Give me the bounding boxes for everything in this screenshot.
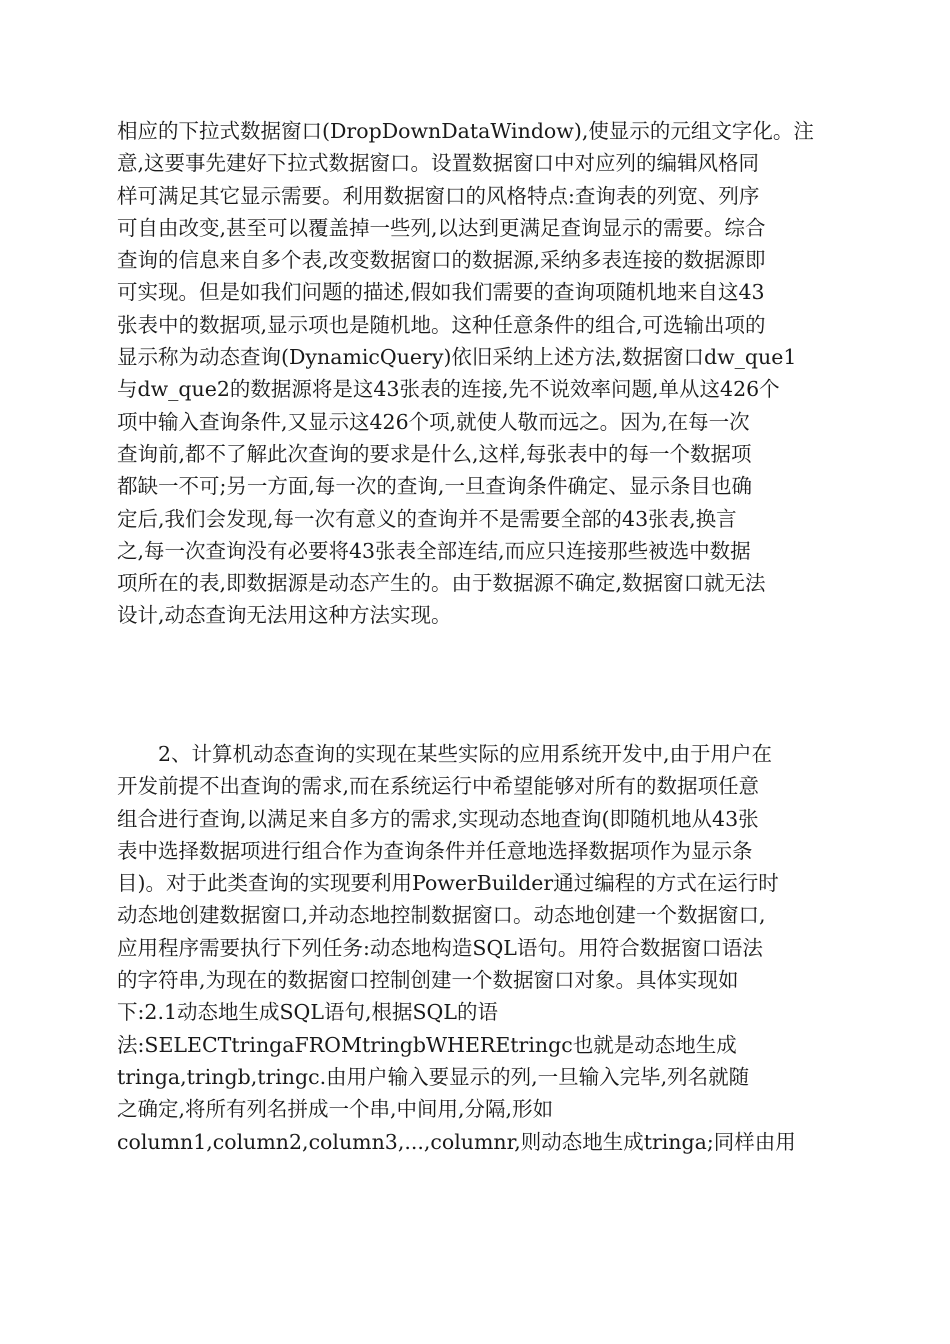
text-line: 表中选择数据项进行组合作为查询条件并任意地选择数据项作为显示条 (117, 838, 753, 863)
text-line: 都缺一不可;另一方面,每一次的查询,一旦查询条件确定、显示条目也确 (117, 474, 752, 499)
text-line: 样可满足其它显示需要。利用数据窗口的风格特点:查询表的列宽、列序 (117, 183, 760, 208)
text-line: 组合进行查询,以满足来自多方的需求,实现动态地查询(即随机地从43张 (117, 806, 759, 831)
text-line: 法:SELECTtringaFROMtringbWHEREtringc也就是动态地生成 (117, 1032, 737, 1057)
text-line: 查询的信息来自多个表,改变数据窗口的数据源,采纳多表连接的数据源即 (117, 248, 766, 273)
text-line: 下:2.1动态地生成SQL语句,根据SQL的语 (117, 1000, 498, 1025)
text-line: 之确定,将所有列名拼成一个串,中间用,分隔,形如 (117, 1097, 554, 1122)
text-line: 开发前提不出查询的需求,而在系统运行中希望能够对所有的数据项任意 (117, 774, 760, 799)
paragraph-2 (117, 738, 841, 1158)
text-line: 动态地创建数据窗口,并动态地控制数据窗口。动态地创建一个数据窗口, (117, 903, 766, 928)
text-line: 应用程序需要执行下列任务:动态地构造SQL语句。用符合数据窗口语法 (117, 935, 763, 960)
text-line: column1,column2,column3,...,columnr,则动态地生成tringa;同样由用 (117, 1129, 796, 1154)
text-line: 可实现。但是如我们问题的描述,假如我们需要的查询项随机地来自这43 (117, 280, 765, 305)
text-line: 的字符串,为现在的数据窗口控制创建一个数据窗口对象。具体实现如 (117, 968, 739, 993)
text-line: 可自由改变,甚至可以覆盖掉一些列,以达到更满足查询显示的需要。综合 (117, 215, 766, 240)
text-line: 目)。对于此类查询的实现要利用PowerBuilder通过编程的方式在运行时 (117, 871, 779, 896)
text-line: 相应的下拉式数据窗口(DropDownDataWindow),使显示的元组文字化。注 (117, 119, 814, 143)
text-line: 定后,我们会发现,每一次有意义的查询并不是需要全部的43张表,换言 (117, 506, 737, 531)
text-line: 与dw_que2的数据源将是这43张表的连接,先不说效率问题,单从这426个 (117, 377, 780, 402)
text-line: 项所在的表,即数据源是动态产生的。由于数据源不确定,数据窗口就无法 (117, 571, 766, 596)
text-line: 意,这要事先建好下拉式数据窗口。设置数据窗口中对应列的编辑风格同 (117, 151, 760, 176)
text-line: 设计,动态查询无法用这种方法实现。 (117, 603, 452, 628)
text-line: 查询前,都不了解此次查询的要求是什么,这样,每张表中的每一个数据项 (117, 441, 752, 466)
text-line: tringa,tringb,tringc.由用户输入要显示的列,一旦输入完毕,列名就随 (117, 1064, 750, 1089)
text-line: 显示称为动态查询(DynamicQuery)依旧采纳上述方法,数据窗口dw_que1 (117, 345, 797, 370)
text-line: 之,每一次查询没有必要将43张表全部连结,而应只连接那些被选中数据 (117, 538, 751, 563)
text-line: 张表中的数据项,显示项也是随机地。这种任意条件的组合,可选输出项的 (117, 312, 766, 337)
text-line: 项中输入查询条件,又显示这426个项,就使人敬而远之。因为,在每一次 (117, 409, 750, 434)
text-line: 2、计算机动态查询的实现在某些实际的应用系统开发中,由于用户在 (158, 742, 773, 766)
paragraph-1 (117, 115, 841, 632)
